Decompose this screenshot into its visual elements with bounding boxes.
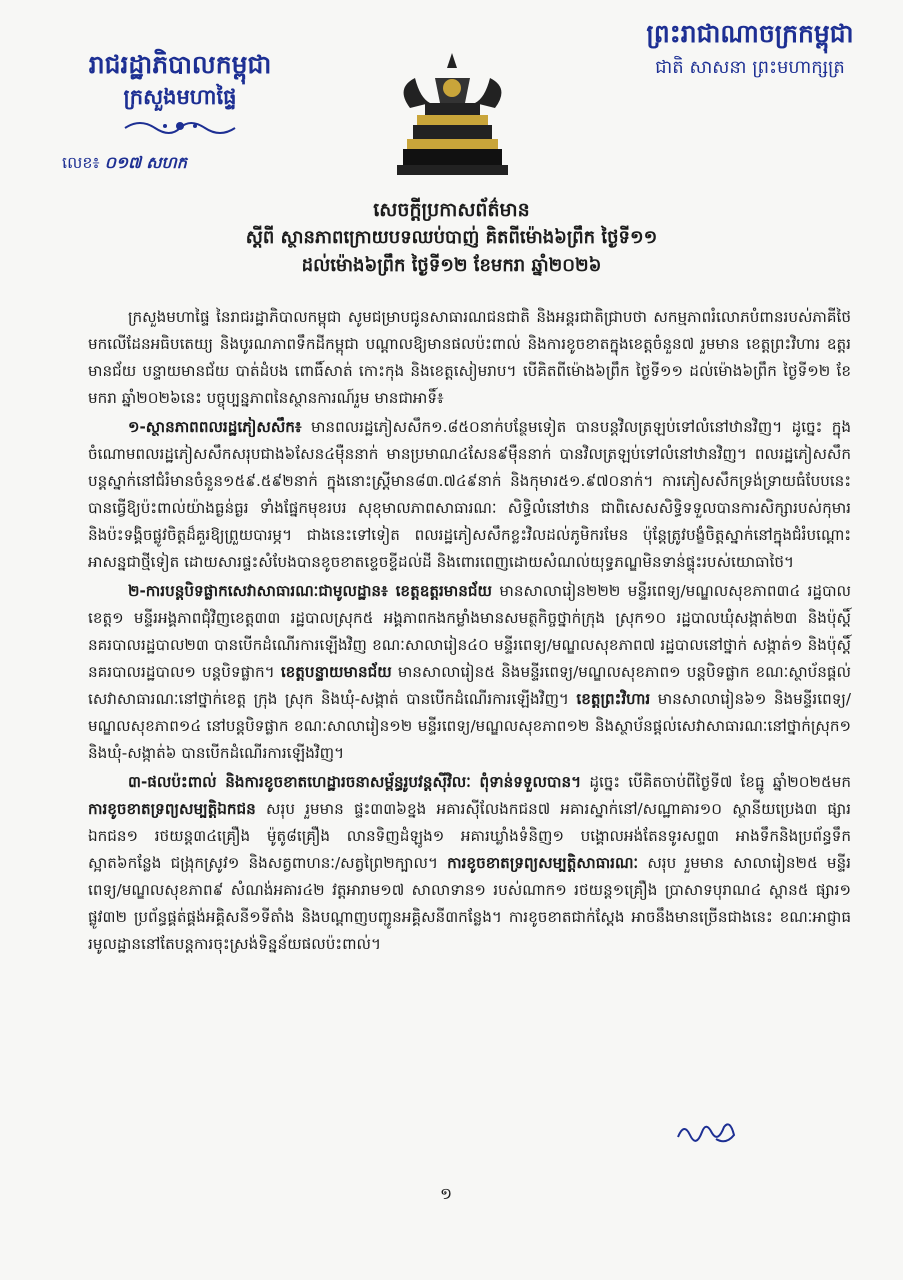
kingdom-name: ព្រះរាជាណាចក្រកម្ពុជា xyxy=(646,19,854,48)
section-2-text: មានសាលារៀន២២២ មន្ទីរពេទ្យ/មណ្ឌលសុខភាព៣៤ រដ្ឋបាលខេត្ត១ មន្ទីរអង្គភាពជុំវិញខេត្ត៣៣ រដ្ឋបាលស្រុក៥ អង្គភាពកងកម្លាំងមានសមត្ថកិច្ចថ្នាក់ក្រុង ស្រុក១០ រដ្ឋបាលឃុំសង្កាត់២៣ និងប៉ុស្តិ៍នគរបាលរដ្ឋបាល២៣ បានបើកដំណើរការឡើងវិញ ខណៈសាលារៀន៤០ មន្ទីរពេទ្យ/មណ្ឌលសុខភាព៧ រដ្ឋបាលនៅថ្នាក់ សង្កាត់១ និងប៉ុស្តិ៍នគរបាលរដ្ឋបាល១ បន្តបិទផ្លាក។ xyxy=(88,582,851,681)
kingdom-header xyxy=(600,16,900,84)
section-2-subheading-2: ខេត្តបន្ទាយមានជ័យ xyxy=(280,663,392,681)
section-3-text: ដូច្នេះ បើគិតចាប់ពីថ្ងៃទី៧ ខែធ្នូ ឆ្នាំ២០២៥មក xyxy=(581,773,852,791)
document-title xyxy=(60,196,843,280)
title-line-2: ស្តីពី ស្ថានភាពក្រោយបទឈប់បាញ់ គិតពីម៉ោង៦ព្រឹក ថ្ងៃទី១១ xyxy=(245,227,658,248)
section-1-text: មានពលរដ្ឋភៀសសឹក១.៨៥០នាក់បន្ថែមទៀត បានបន្តវិលត្រឡប់ទៅលំនៅឋានវិញ។ ដូច្នេះ ក្នុងចំណោមពលរដ្ឋភៀសសឹកសរុបជាង៦សែន៤ម៉ឺននាក់ មានប្រមាណ៤សែន៩ម៉ឺននាក់ បានវិលត្រឡប់ទៅលំនៅឋានវិញ។ ពលរដ្ឋភៀសសឹកបន្តស្នាក់នៅជំរំមានចំនួន១៥៩.៥៩២នាក់ ក្នុងនោះស្ត្រីមាន៨៣.៧៤៩នាក់ និងកុមារ៥១.៩៧០នាក់។ ការភៀសសឹកទ្រង់ទ្រាយធំបែបនេះ បានធ្វើឱ្យប៉ះពាល់យ៉ាងធ្ងន់ធ្ងរ ទាំងផ្នែកមុខរបរ សុខុមាលភាពសាធារណៈ សិទ្ធិលំនៅឋាន ជាពិសេសសិទ្ធិទទួលបានការសិក្សារបស់កុមារ និងប៉ះទង្គិចផ្លូវចិត្តដ៏គួរឱ្យព្រួយបារម្ភ។ ជាងនេះទៅទៀត ពលរដ្ឋភៀសសឹកខ្លះវិលដល់ភូមិករមែន ប៉ុន្តែត្រូវបង្ខំចិត្តស្នាក់នៅក្នុងជំរំបណ្តោះអាសន្នជាថ្មីទៀត ដោយសារផ្ទះសំបែងបានខូចខាតខ្ទេចខ្ទីដល់ដី និងពោរពេញដោយសំណល់យុទ្ធភណ្ឌមិនទាន់ផ្ទុះរបស់យោធាថៃ។ xyxy=(88,418,851,571)
section-3-text-2: សរុប រួមមាន ផ្ទះ៣៣៦ខ្នង អគារស៊ីលែងកជន៧ អគារស្នាក់នៅ/សណ្ឋាគារ១០ ស្ថានីយប្រេង៣ ផ្សារឯកជន១ រថយន្ត៣៤គ្រឿង ម៉ូតូ៨គ្រឿង លានទិញដំឡូង១ អគារឃ្លាំងទំនិញ១ បង្គោលអង់តែនទូរសព្ទ៣ អាងទឹកនិងប្រព័ន្ធទឹកស្អាត៦កន្លែង ជង្រុកស្រូវ១ និងសត្វពាហនៈ/សត្វព្រៃ២ក្បាល។ xyxy=(88,800,851,872)
title-line-3: ដល់ម៉ោង៦ព្រឹក ថ្ងៃទី១២ ខែមករា ឆ្នាំ២០២៦ xyxy=(301,255,602,276)
royal-coat-of-arms-icon xyxy=(385,48,520,183)
reference-number xyxy=(62,152,187,176)
section-2-subheading-3: ខេត្តព្រះវិហារ xyxy=(576,690,651,708)
ornament-icon xyxy=(120,116,240,136)
section-2-heading: ២-ការបន្តបិទផ្លាកសេវាសាធារណៈជាមូលដ្ឋាន៖ ខេត្តឧត្តរមានជ័យ xyxy=(128,582,493,600)
ministry-name: ក្រសួងមហាផ្ទៃ xyxy=(123,85,237,109)
section-3-subheading-3: ការខូចខាតទ្រព្យសម្បត្តិសាធារណៈ xyxy=(447,854,639,872)
page-number: ១ xyxy=(440,1184,453,1203)
section-3-heading: ៣-ផលប៉ះពាល់ និងការខូចខាតហេដ្ឋារចនាសម្ព័ន្ធរូបវន្តស៊ីវិលៈ ពុំទាន់ទទួលបាន។ xyxy=(128,773,582,791)
reference-value: ០១៧ xyxy=(104,153,142,172)
national-motto: ជាតិ សាសនា ព្រះមហាក្សត្រ xyxy=(655,57,845,78)
ministry-header xyxy=(50,48,310,140)
intro-paragraph: ក្រសួងមហាផ្ទៃ នៃរាជរដ្ឋាភិបាលកម្ពុជា សូមជម្រាបជូនសាធារណជនជាតិ និងអន្តរជាតិជ្រាបថា សកម្មភាពរំលោភបំពានរបស់ភាគីថៃ មកលើដែនអធិបតេយ្យ និងបូរណភាពទឹកដីកម្ពុជា បណ្តាលឱ្យមានផលប៉ះពាល់ និងការខូចខាតក្នុងខេត្តចំនួន៧ រួមមាន ខេត្តព្រះវិហារ ឧត្តរមានជ័យ បន្ទាយមានជ័យ បាត់ដំបង ពោធិ៍សាត់ កោះកុង និងខេត្តសៀមរាប។ បើគិតពីម៉ោង៦ព្រឹក ថ្ងៃទី១១ ដល់ម៉ោង៦ព្រឹក ថ្ងៃទី១២ ខែមករា ឆ្នាំ២០២៦នេះ បច្ចុប្បន្នភាពនៃស្ថានការណ៍រួម មានជាអាទិ៍៖ xyxy=(88,308,851,407)
title-line-1: សេចក្តីប្រកាសព័ត៌មាន xyxy=(373,199,530,221)
section-3-text-3: សរុប រួមមាន សាលារៀន២៥ មន្ទីរពេទ្យ/មណ្ឌលសុខភាព៩ សំណង់អគារ៤២ វត្តអារាម១៧ សាលាទាន១ របស់ណាក១ រថយន្ត១គ្រឿង ប្រាសាទបុរាណ៤ ស្ពាន៥ ផ្សារ១ ផ្លូវ៣២ ប្រព័ន្ធផ្គត់ផ្គង់អគ្គិសនី១ទីតាំង និងបណ្តាញបញ្ជូនអគ្គិសនី៣កន្លែង។ ការខូចខាតជាក់ស្តែង អាចនឹងមានច្រើនជាងនេះ ខណៈអាជ្ញាធរមូលដ្ឋាននៅតែបន្តការចុះស្រង់ទិន្នន័យផលប៉ះពាល់។ xyxy=(88,854,851,953)
government-name: រាជរដ្ឋាភិបាលកម្ពុជា xyxy=(88,50,272,79)
section-3-paragraph xyxy=(88,769,851,958)
section-3-subheading-2: ការខូចខាតទ្រព្យសម្បត្តិឯកជន xyxy=(88,800,256,818)
reference-label: លេខ៖ xyxy=(62,153,100,172)
section-1-heading: ១-ស្ថានភាពពលរដ្ឋភៀសសឹក៖ xyxy=(128,418,302,436)
document-body xyxy=(88,304,851,960)
section-2-text-3: មានសាលារៀន៦១ និងមន្ទីរពេទ្យ/មណ្ឌលសុខភាព១៤ នៅបន្តបិទផ្លាក ខណៈសាលារៀន១២ មន្ទីរពេទ្យ/មណ្ឌលសុខភាព១២ និងស្ថាប័នផ្តល់សេវាសាធារណៈនៅថ្នាក់ស្រុក១ និងឃុំ-សង្កាត់៦ បានបើកដំណើរការឡើងវិញ។ xyxy=(88,690,851,762)
reference-suffix: សហក xyxy=(146,153,187,172)
initials-signature-icon xyxy=(676,1117,738,1147)
section-2-paragraph xyxy=(88,578,851,767)
section-1-paragraph xyxy=(88,414,851,576)
section-2-text-2: មានសាលារៀន៥ និងមន្ទីរពេទ្យ/មណ្ឌលសុខភាព១ បន្តបិទផ្លាក ខណៈស្ថាប័នផ្តល់សេវាសាធារណៈនៅថ្នាក់ខេត្ត ក្រុង ស្រុក និងឃុំ-សង្កាត់ បានបើកដំណើរការឡើងវិញ។ xyxy=(88,663,852,708)
